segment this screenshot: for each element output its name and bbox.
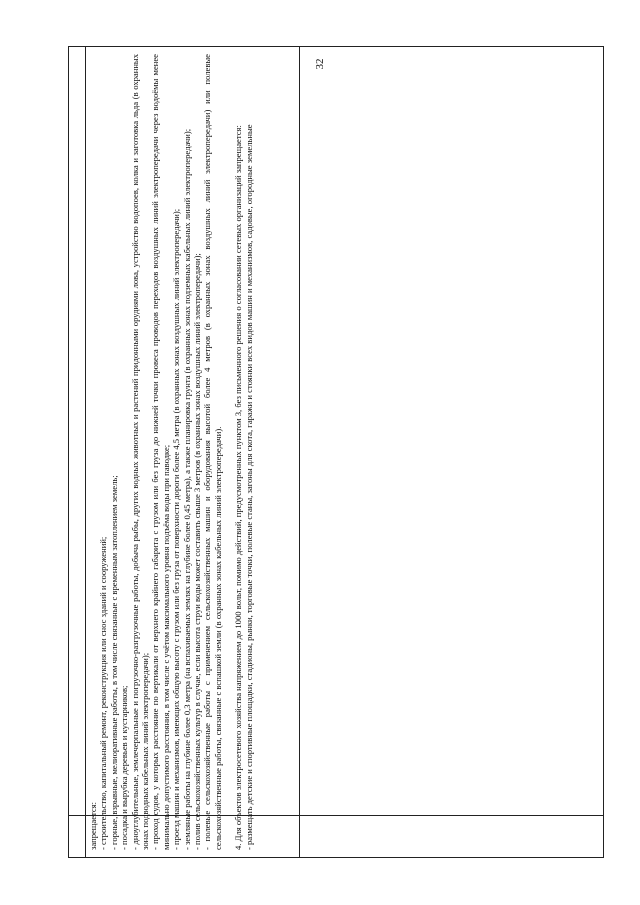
restrictions-text [87,50,297,854]
text-line: - посадка и вырубка деревьев и кустарников; [119,685,130,850]
page-number: 32 [314,58,326,70]
text-line: - земляные работы на глубине более 0,3 метра (на вспахиваемых землях на глубине более 0,45 метра), а также планировка грунта (в охранных зонах подземных кабельных линий электропередачи); [181,128,192,850]
text-line: 4. Для объектов электросетевого хозяйства напряжением до 1000 вольт, помимо действий, предусмотренных пунктом 3, без письменного решения о согласовании сетевых организаций запрещается: [233,125,244,850]
text-line: - проезд машин и механизмов, имеющих общую высоту с грузом или без груза от поверхности дороги более 4,5 метра (в охранных зонах воздушных линий электропередачи); [171,208,182,850]
text-line: - полевые сельскохозяйственные работы с применением сельскохозяйственных машин и оборудования высотой более 4 метров (в охранных зонах воздушных линий электропередачи) или полевые сельскохозяйственные работы, связанные с вспашкой земли (в охранных зонах кабельных линий электропередачи). [202,54,223,850]
table-divider [299,47,300,857]
text-line: - дноуглубительные, землечерпальные и погрузочно-разгрузочные работы, добыча рыбы, других водных животных и растений придонными орудиями лова, устройство водопоев, колка и заготовка льда (в охранных зонах подводных кабельных линий электропередачи); [129,54,151,850]
text-line: - горные, взрывные, мелиоративные работы, в том числе связанные с временным затоплением земель; [108,475,119,850]
rotated-text-column [85,46,299,858]
paragraph-gap [223,54,233,850]
text-line: запрещается: [88,801,98,850]
text-line: - строительство, капитальный ремонт, реконструкция или снос зданий и сооружений; [98,536,109,850]
text-line: - полив сельскохозяйственных культур в случае, если высота струи воды может составить свыше 3 метров (в охранных зонах воздушных линий электропередачи); [192,253,203,850]
text-line: - проход судов, у которых расстояние по вертикали от верхнего крайнего габарита с грузом или без груза до нижней точки провеса проводов переходов воздушных линий электропередачи через водоёмы менее минимально допустимого расстояния, в том числе с учётом максимального уровня подъёма воды при паводке; [150,54,171,850]
text-line: - размещать детские и спортивные площадки, стадионы, рынки, торговые точки, полевые станы, загоны для скота, гаражи и стоянки всех видов машин и механизмов, садовые, огородные земельные [243,124,254,850]
